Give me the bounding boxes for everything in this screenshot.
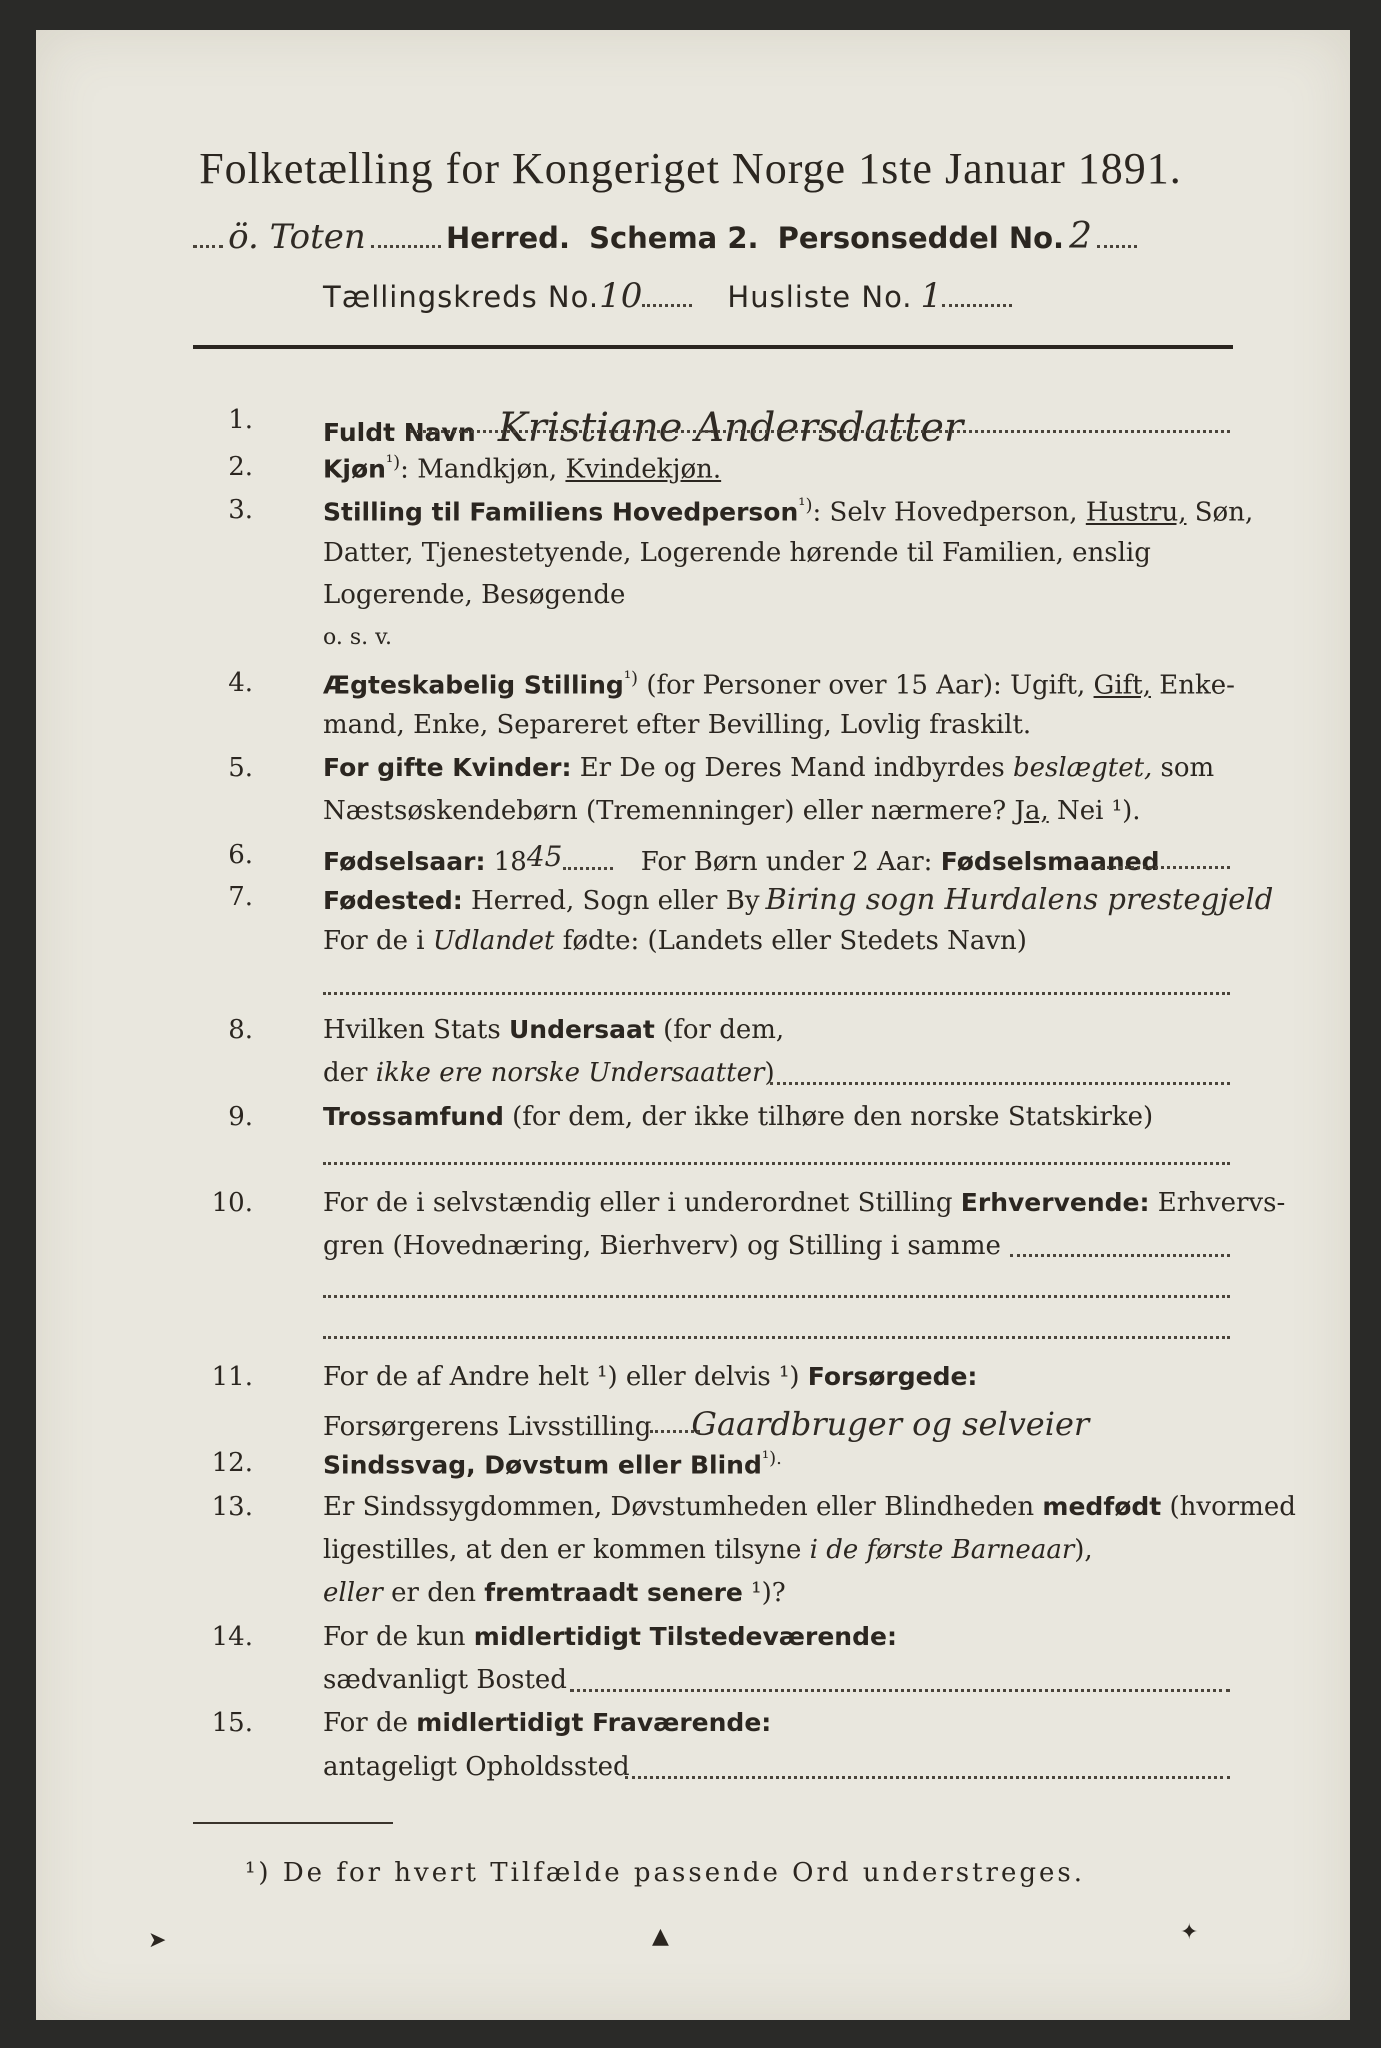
personseddel-label: Personseddel No. <box>777 221 1065 255</box>
footnote-rule <box>193 1822 393 1824</box>
corner-mark-icon: ➤ <box>148 1928 167 1953</box>
header-line-herred <box>193 216 1137 257</box>
schema-label: Schema 2. <box>589 221 759 255</box>
personseddel-value: 2 <box>1069 216 1093 257</box>
q5-selected: Ja, <box>1014 796 1049 826</box>
q4-selected: Gift, <box>1093 670 1151 701</box>
herred-label: Herred. <box>445 221 570 255</box>
corner-mark-icon: ✦ <box>1180 1920 1199 1945</box>
center-mark-icon: ▲ <box>652 1924 669 1949</box>
q1-value: Kristiane Andersdatter <box>497 405 964 451</box>
q11-value: Gaardbruger og selveier <box>691 1405 1090 1443</box>
form-title: Folketælling for Kongeriget Norge 1ste Januar 1891. <box>199 144 1182 193</box>
q7-value: Biring sogn Hurdalens prestegjeld <box>765 882 1274 916</box>
herred-value: ö. Toten <box>228 217 366 257</box>
q2-selected: Kvindekjøn. <box>565 454 722 485</box>
husliste-label: Husliste No. <box>727 280 913 314</box>
q3-selected: Hustru, <box>1085 497 1187 528</box>
header-line-kreds <box>323 276 1012 316</box>
husliste-value: 1 <box>920 276 943 316</box>
kreds-value: 10 <box>599 276 643 316</box>
q6-year-value: 45 <box>526 840 563 873</box>
footnote: ¹) De for hvert Tilfælde passende Ord understreges. <box>245 1858 1086 1888</box>
q1-label: Fuldt Navn <box>323 418 476 447</box>
kreds-label: Tællingskreds No. <box>323 280 600 314</box>
header-rule <box>193 345 1233 349</box>
